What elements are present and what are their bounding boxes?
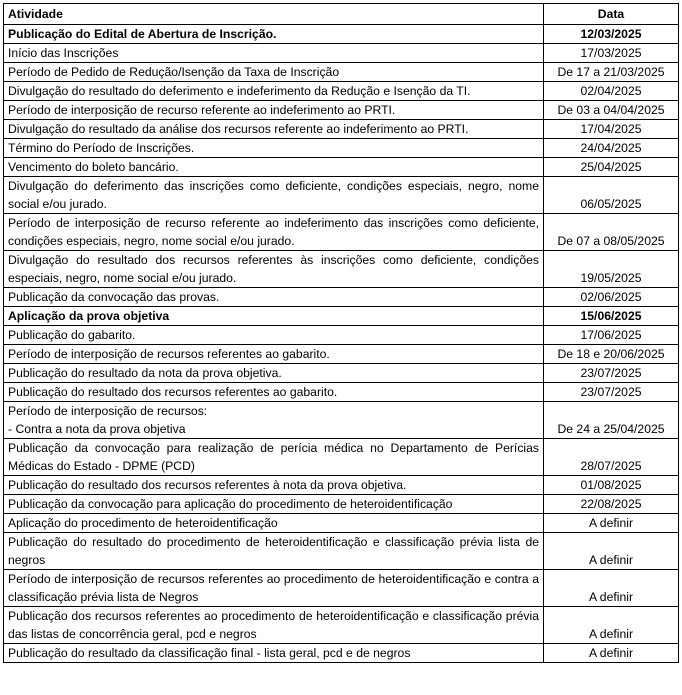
table-row [4,44,679,63]
table-row [4,82,679,101]
table-row [4,326,679,345]
date-cell: 02/04/2025 [544,82,679,101]
date-cell: A definir [544,514,679,533]
activity-cell: Publicação do resultado do procedimento de heteroidentificação e classificação prévia lista de negros [4,533,544,570]
table-row [4,495,679,514]
table-row [4,607,679,644]
activity-cell: Publicação da convocação para aplicação do procedimento de heteroidentificação [4,495,544,514]
activity-cell: Período de interposição de recursos referentes ao gabarito. [4,345,544,364]
activity-cell: Publicação do gabarito. [4,326,544,345]
table-body [4,25,679,663]
table-row [4,251,679,288]
date-cell: 28/07/2025 [544,439,679,476]
date-cell: A definir [544,644,679,663]
activity-cell: Publicação da convocação das provas. [4,288,544,307]
activity-cell: Divulgação do deferimento das inscrições como deficiente, condições especiais, negro, nome social e/ou jurado. [4,177,544,214]
activity-cell: Término do Período de Inscrições. [4,139,544,158]
table-row [4,533,679,570]
activity-cell: Período de Pedido de Redução/Isenção da Taxa de Inscrição [4,63,544,82]
date-cell: 24/04/2025 [544,139,679,158]
activity-cell: Aplicação da prova objetiva [4,307,544,326]
header-date: Data [544,4,679,25]
table-row [4,514,679,533]
table-row [4,345,679,364]
table-row [4,101,679,120]
date-cell: A definir [544,533,679,570]
date-cell: 17/06/2025 [544,326,679,345]
activity-cell: Publicação da convocação para realização de perícia médica no Departamento de Perícias Médicas do Estado - DPME (PCD) [4,439,544,476]
date-cell: 23/07/2025 [544,383,679,402]
table-row [4,214,679,251]
header-activity: Atividade [4,4,544,25]
date-cell: A definir [544,607,679,644]
activity-cell: Divulgação do resultado do deferimento e indeferimento da Redução e Isenção da TI. [4,82,544,101]
date-cell: 17/03/2025 [544,44,679,63]
date-cell: 23/07/2025 [544,364,679,383]
date-cell: De 17 a 21/03/2025 [544,63,679,82]
activity-cell: Período de interposição de recurso referente ao indeferimento das inscrições como deficiente, condições especiais, negro, nome social e/ou jurado. [4,214,544,251]
activity-cell: Publicação do resultado dos recursos referentes à nota da prova objetiva. [4,476,544,495]
table-row [4,383,679,402]
table-row [4,570,679,607]
date-cell: De 03 a 04/04/2025 [544,101,679,120]
activity-cell: Publicação do resultado dos recursos referentes ao gabarito. [4,383,544,402]
table-row [4,25,679,44]
activity-cell: Aplicação do procedimento de heteroidentificação [4,514,544,533]
date-cell: De 24 a 25/04/2025 [544,402,679,439]
table-row [4,402,679,439]
activity-cell: Período de interposição de recursos: - Contra a nota da prova objetiva [4,402,544,439]
table-row [4,63,679,82]
table-row [4,177,679,214]
table-row [4,439,679,476]
date-cell: 01/08/2025 [544,476,679,495]
date-cell: 25/04/2025 [544,158,679,177]
table-row [4,288,679,307]
date-cell: 02/06/2025 [544,288,679,307]
date-cell: De 18 e 20/06/2025 [544,345,679,364]
activity-cell: Divulgação do resultado dos recursos referentes às inscrições como deficiente, condições especiais, negro, nome social e/ou jurado. [4,251,544,288]
activity-cell: Publicação dos recursos referentes ao procedimento de heteroidentificação e classificação prévia das listas de concorrência geral, pcd e negros [4,607,544,644]
schedule-table [3,3,679,663]
date-cell: 19/05/2025 [544,251,679,288]
date-cell: De 07 a 08/05/2025 [544,214,679,251]
table-row [4,476,679,495]
activity-cell: Período de interposição de recurso referente ao indeferimento ao PRTI. [4,101,544,120]
activity-cell: Início das Inscrições [4,44,544,63]
date-cell: 17/04/2025 [544,120,679,139]
table-row [4,307,679,326]
activity-cell: Vencimento do boleto bancário. [4,158,544,177]
table-row [4,364,679,383]
activity-cell: Publicação do resultado da classificação final - lista geral, pcd e de negros [4,644,544,663]
activity-cell: Publicação do Edital de Abertura de Inscrição. [4,25,544,44]
table-row [4,158,679,177]
activity-cell: Período de interposição de recursos referentes ao procedimento de heteroidentificação e contra a classificação prévia lista de Negros [4,570,544,607]
table-row [4,139,679,158]
date-cell: 12/03/2025 [544,25,679,44]
date-cell: 22/08/2025 [544,495,679,514]
table-row [4,644,679,663]
date-cell: 15/06/2025 [544,307,679,326]
activity-cell: Publicação do resultado da nota da prova objetiva. [4,364,544,383]
date-cell: 06/05/2025 [544,177,679,214]
table-header-row [4,4,679,25]
table-row [4,120,679,139]
activity-cell: Divulgação do resultado da análise dos recursos referente ao indeferimento ao PRTI. [4,120,544,139]
date-cell: A definir [544,570,679,607]
